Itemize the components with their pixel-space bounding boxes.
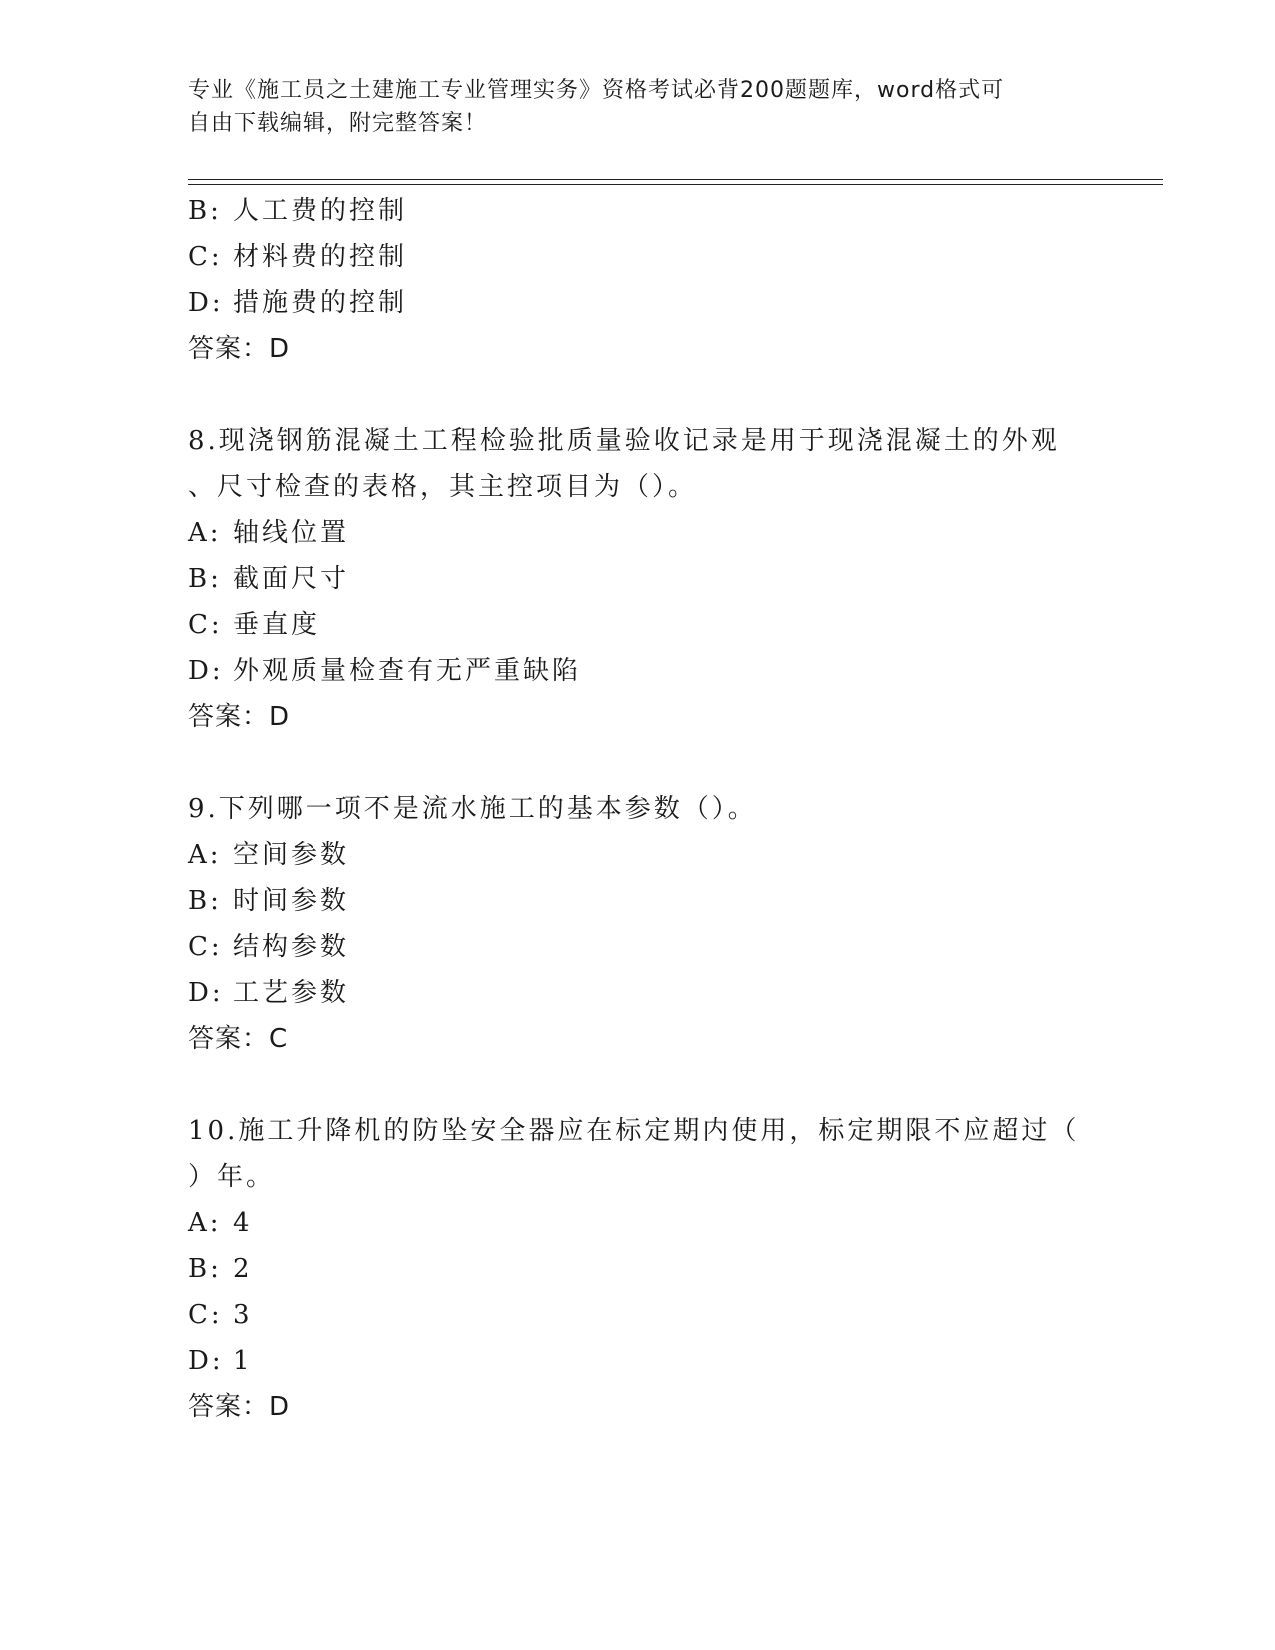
answer-line: 答案：C xyxy=(188,1024,289,1054)
option-c xyxy=(188,234,1088,280)
question-block-8 xyxy=(188,418,1088,740)
option-b xyxy=(188,188,1088,234)
document-header xyxy=(188,74,1078,140)
header-divider-bottom xyxy=(188,184,1163,185)
question-list xyxy=(188,188,1088,1430)
option-key: B: xyxy=(188,886,222,916)
option-key: C: xyxy=(188,242,223,272)
option-key: C: xyxy=(188,1300,223,1330)
question-stem-line-2: ）年。 xyxy=(188,1162,276,1192)
question-stem-line-1: 10.施工升降机的防坠安全器应在标定期内使用，标定期限不应超过（ xyxy=(188,1116,1080,1146)
answer-line: 答案：D xyxy=(188,334,291,364)
option-d xyxy=(188,970,1088,1016)
option-key: D: xyxy=(188,978,224,1008)
header-title-line-1: 专业《施工员之土建施工专业管理实务》资格考试必背200题题库，word格式可 xyxy=(188,78,1005,103)
question-block-prev xyxy=(188,188,1088,372)
option-text: 2 xyxy=(233,1254,253,1284)
option-text: 工艺参数 xyxy=(233,978,350,1008)
option-text: 时间参数 xyxy=(233,886,350,916)
option-c xyxy=(188,1292,1088,1338)
option-text: 措施费的控制 xyxy=(233,288,408,318)
option-b xyxy=(188,556,1088,602)
question-stem-line-1: 9.下列哪一项不是流水施工的基本参数（）。 xyxy=(188,794,757,824)
option-text: 轴线位置 xyxy=(233,518,350,548)
option-text: 人工费的控制 xyxy=(233,196,408,226)
option-a xyxy=(188,832,1088,878)
option-text: 4 xyxy=(233,1208,253,1238)
question-stem-line-1: 8.现浇钢筋混凝土工程检验批质量验收记录是用于现浇混凝土的外观 xyxy=(188,426,1060,456)
question-block-9 xyxy=(188,786,1088,1062)
option-text: 结构参数 xyxy=(233,932,350,962)
header-title-line-2: 自由下载编辑，附完整答案！ xyxy=(188,111,488,136)
option-key: D: xyxy=(188,656,224,686)
question-block-10 xyxy=(188,1108,1088,1430)
spacer xyxy=(188,740,1088,786)
option-text: 1 xyxy=(233,1346,253,1376)
option-text: 外观质量检查有无严重缺陷 xyxy=(233,656,582,686)
option-key: A: xyxy=(188,840,222,870)
option-text: 截面尺寸 xyxy=(233,564,350,594)
option-d xyxy=(188,280,1088,326)
spacer xyxy=(188,372,1088,418)
option-b xyxy=(188,1246,1088,1292)
option-a xyxy=(188,510,1088,556)
option-key: C: xyxy=(188,610,223,640)
option-key: D: xyxy=(188,1346,224,1376)
option-key: D: xyxy=(188,288,224,318)
option-key: B: xyxy=(188,1254,222,1284)
option-key: B: xyxy=(188,196,222,226)
option-b xyxy=(188,878,1088,924)
option-c xyxy=(188,924,1088,970)
option-text: 空间参数 xyxy=(233,840,350,870)
option-key: B: xyxy=(188,564,222,594)
option-a xyxy=(188,1200,1088,1246)
option-key: A: xyxy=(188,1208,222,1238)
option-key: A: xyxy=(188,518,222,548)
question-stem-line-2: 、尺寸检查的表格，其主控项目为（）。 xyxy=(188,472,698,502)
option-key: C: xyxy=(188,932,223,962)
answer-line: 答案：D xyxy=(188,1392,291,1422)
option-d xyxy=(188,648,1088,694)
answer-line: 答案：D xyxy=(188,702,291,732)
header-divider-top xyxy=(188,179,1163,180)
option-text: 3 xyxy=(233,1300,253,1330)
option-text: 材料费的控制 xyxy=(233,242,408,272)
spacer xyxy=(188,1062,1088,1108)
option-text: 垂直度 xyxy=(233,610,321,640)
option-c xyxy=(188,602,1088,648)
option-d xyxy=(188,1338,1088,1384)
